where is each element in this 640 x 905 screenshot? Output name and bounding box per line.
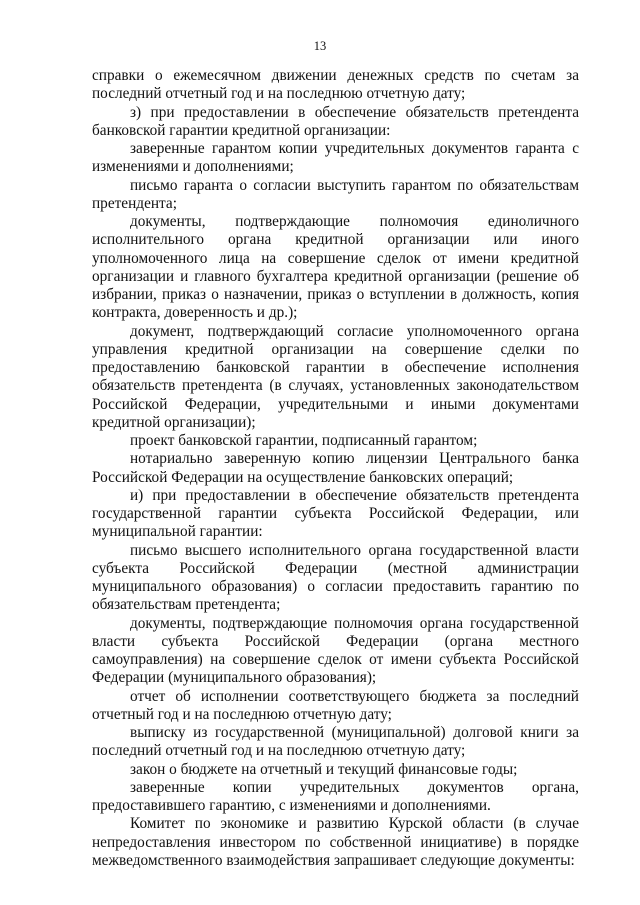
- paragraph: документ, подтверждающий согласие уполномоченного органа управления кредитной организации на совершение сделки по предоставлению банковской гарантии в обеспечение исполнения обязательств претендента (в случаях, установленных законодательством Российской Федерации, учредительными и иными документами кредитной организации);: [92, 322, 579, 431]
- paragraph: заверенные гарантом копии учредительных документов гаранта с изменениями и дополнениями;: [92, 140, 579, 176]
- page-number: 13: [313, 39, 327, 53]
- paragraph: нотариально заверенную копию лицензии Центрального банка Российской Федерации на осуществление банковских операций;: [92, 450, 579, 486]
- paragraph: проект банковской гарантии, подписанный гарантом;: [130, 432, 478, 449]
- paragraph: документы, подтверждающие полномочия органа государственной власти субъекта Российской Федерации (органа местного самоуправления) на совершение сделок от имени субъекта Российской Федерации (муниципального образования);: [92, 614, 579, 687]
- paragraph: выписку из государственной (муниципальной) долговой книги за последний отчетный год и на последнюю отчетную дату;: [92, 724, 579, 760]
- paragraph: з) при предоставлении в обеспечение обязательств претендента банковской гарантии кредитной организации:: [92, 103, 579, 139]
- paragraph: справки о ежемесячном движении денежных средств по счетам за последний отчетный год и на последнюю отчетную дату;: [92, 67, 579, 103]
- paragraph: заверенные копии учредительных документов органа, предоставившего гарантию, с изменениями и дополнениями.: [92, 778, 579, 814]
- paragraph: отчет об исполнении соответствующего бюджета за последний отчетный год и на последнюю отчетную дату;: [92, 687, 579, 723]
- document-body: [92, 67, 579, 870]
- paragraph: письмо высшего исполнительного органа государственной власти субъекта Российской Федерации (местной администрации муниципального образования) о согласии предоставить гарантию по обязательствам претендента;: [92, 541, 579, 614]
- paragraph: закон о бюджете на отчетный и текущий финансовые годы;: [130, 760, 518, 778]
- paragraph: документы, подтверждающие полномочия единоличного исполнительного органа кредитной организации или иного уполномоченного лица на совершение сделок от имени кредитной организации и главного бухгалтера кредитной организации (решение об избрании, приказ о назначении, приказ о вступлении в должность, копия контракта, доверенность и др.);: [92, 213, 579, 322]
- paragraph: письмо гаранта о согласии выступить гарантом по обязательствам претендента;: [92, 176, 579, 212]
- paragraph: Комитет по экономике и развитию Курской области (в случае непредоставления инвестором по собственной инициативе) в порядке межведомственного взаимодействия запрашивает следующие документы:: [92, 815, 579, 869]
- paragraph: и) при предоставлении в обеспечение обязательств претендента государственной гарантии субъекта Российской Федерации, или муниципальной гарантии:: [92, 486, 579, 541]
